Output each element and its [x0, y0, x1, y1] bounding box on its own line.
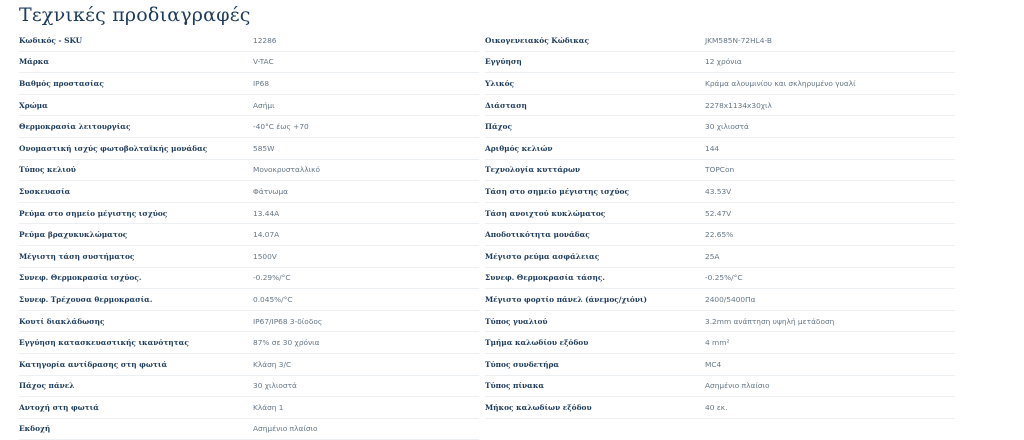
spec-label: Ρεύμα στο σημείο μέγιστης ισχύος: [19, 208, 168, 218]
spec-value: 0.045%/°C: [253, 294, 293, 304]
page-title: Τεχνικές προδιαγραφές: [19, 4, 251, 26]
spec-row: [19, 160, 479, 182]
spec-value: 12286: [253, 35, 277, 45]
spec-row: [485, 160, 955, 182]
spec-label: Μέγιστο φορτίο πάνελ (άνεμος/χιόνι): [485, 294, 648, 304]
spec-value: 12 χρόνια: [705, 57, 742, 67]
spec-row: [19, 332, 479, 354]
spec-label: Υλικός: [485, 78, 515, 88]
spec-value: 52.47V: [705, 208, 732, 218]
spec-value: 22.65%: [705, 230, 734, 240]
spec-row: [19, 397, 479, 419]
spec-row: [485, 203, 955, 225]
spec-label: Τμήμα καλωδίου εξόδου: [485, 338, 589, 348]
spec-row: [485, 289, 955, 311]
spec-value: 14.07A: [253, 230, 280, 240]
spec-value: Κράμα αλουμινίου και σκληρυμένο γυαλί: [705, 78, 856, 88]
spec-label: Τύπος κελιού: [19, 165, 76, 175]
spec-label: Αριθμός κελιών: [485, 143, 553, 153]
spec-row: [19, 419, 479, 440]
spec-row: [19, 289, 479, 311]
spec-label: Συνεφ. Θερμοκρασία τάσης.: [485, 273, 605, 283]
spec-label: Χρώμα: [19, 100, 48, 110]
spec-label: Κατηγορία αντίδρασης στη φωτιά: [19, 359, 168, 369]
spec-row: [19, 73, 479, 95]
spec-value: Κλάση 3/C: [253, 359, 292, 369]
spec-label: Πάχος: [485, 122, 512, 132]
spec-row: [485, 311, 955, 333]
spec-value: 43.53V: [705, 186, 732, 196]
spec-value: Φάτνωμα: [253, 186, 289, 196]
spec-value: IP68: [253, 78, 270, 88]
spec-value: 1500V: [253, 251, 277, 261]
spec-row: [485, 332, 955, 354]
spec-row: [19, 311, 479, 333]
spec-value: JKM585N-72HL4-B: [705, 35, 772, 45]
spec-value: 13.44A: [253, 208, 280, 218]
spec-row: [19, 95, 479, 117]
spec-label: Βαθμός προστασίας: [19, 78, 104, 88]
spec-label: Τύπος συνδετήρα: [485, 359, 560, 369]
spec-label: Τύπος γυαλιού: [485, 316, 548, 326]
spec-value: -40°C έως +70: [253, 122, 309, 132]
spec-label: Τύπος πίνακα: [485, 381, 545, 391]
spec-value: 25A: [705, 251, 720, 261]
spec-value: 30 χιλιοστά: [253, 381, 297, 391]
spec-row: [485, 73, 955, 95]
spec-value: 144: [705, 143, 720, 153]
spec-row: [19, 116, 479, 138]
spec-value: TOPCon: [705, 165, 735, 175]
spec-value: 2278x1134x30χιλ: [705, 100, 772, 110]
spec-value: 4 mm²: [705, 338, 730, 348]
spec-label: Μήκος καλωδίων εξόδου: [485, 402, 592, 412]
spec-value: Ασήμι: [253, 100, 275, 110]
specs-right-column: [485, 30, 955, 419]
spec-value: 2400/5400Πα: [705, 294, 756, 304]
spec-row: [19, 181, 479, 203]
specs-left-column: [19, 30, 479, 440]
spec-row: [19, 224, 479, 246]
spec-row: [19, 268, 479, 290]
spec-label: Ονομαστική ισχύς φωτοβολταϊκής μονάδας: [19, 143, 208, 153]
spec-row: [485, 224, 955, 246]
spec-value: Ασημένιο πλαίσιο: [705, 381, 770, 391]
spec-value: 87% σε 30 χρόνια: [253, 338, 320, 348]
spec-label: Εγγύηση κατασκευαστικής ικανότητας: [19, 338, 189, 348]
spec-value: IP67/IP68 3-δίοδος: [253, 316, 323, 326]
spec-row: [19, 354, 479, 376]
spec-row: [485, 181, 955, 203]
spec-label: Πάχος πάνελ: [19, 381, 75, 391]
spec-value: 40 εκ.: [705, 402, 728, 412]
spec-row: [485, 268, 955, 290]
spec-row: [485, 397, 955, 419]
spec-value: 3.2mm ανάπτηση υψηλή μετάδοση: [705, 316, 835, 326]
spec-label: Θερμοκρασία λειτουργίας: [19, 122, 131, 132]
spec-label: Συνεφ. Τρέχουσα θερμοκρασία.: [19, 294, 153, 304]
spec-row: [485, 376, 955, 398]
spec-value: Ασημένιο πλαίσιο: [253, 424, 318, 434]
spec-label: Οικογενειακός Κώδικας: [485, 35, 589, 45]
spec-row: [19, 246, 479, 268]
spec-label: Αποδοτικότητα μονάδας: [485, 230, 590, 240]
spec-label: Εκδοχή: [19, 424, 51, 434]
spec-label: Μέγιστο ρεύμα ασφάλειας: [485, 251, 600, 261]
spec-label: Αντοχή στη φωτιά: [19, 402, 99, 412]
spec-label: Ρεύμα βραχυκυκλώματος: [19, 230, 128, 240]
spec-value: Μονοκρυσταλλικό: [253, 165, 321, 175]
spec-label: Μέγιστη τάση συστήματος: [19, 251, 135, 261]
spec-row: [485, 246, 955, 268]
spec-row: [485, 116, 955, 138]
spec-row: [19, 52, 479, 74]
spec-label: Τάση ανοιχτού κυκλώματος: [485, 208, 606, 218]
spec-row: [485, 52, 955, 74]
spec-row: [485, 95, 955, 117]
spec-value: Κλάση 1: [253, 402, 284, 412]
spec-label: Τάση στο σημείο μέγιστης ισχύος: [485, 186, 629, 196]
spec-label: Διάσταση: [485, 100, 527, 110]
spec-label: Συσκευασία: [19, 186, 71, 196]
spec-label: Συνεφ. Θερμοκρασία ισχύος.: [19, 273, 142, 283]
spec-label: Τεχνολογία κυττάρων: [485, 165, 581, 175]
spec-value: MC4: [705, 359, 722, 369]
spec-value: -0.25%/°C: [705, 273, 743, 283]
spec-row: [485, 30, 955, 52]
spec-row: [19, 138, 479, 160]
spec-label: Μάρκα: [19, 57, 50, 67]
spec-row: [485, 354, 955, 376]
spec-row: [19, 203, 479, 225]
spec-row: [485, 138, 955, 160]
spec-value: 585W: [253, 143, 275, 153]
spec-value: 30 χιλιοστά: [705, 122, 749, 132]
spec-label: Κουτί διακλάδωσης: [19, 316, 105, 326]
spec-value: -0.29%/°C: [253, 273, 291, 283]
spec-label: Εγγύηση: [485, 57, 522, 67]
spec-row: [19, 376, 479, 398]
spec-value: V-TAC: [253, 57, 274, 67]
spec-row: [19, 30, 479, 52]
spec-label: Κωδικός - SKU: [19, 35, 83, 45]
